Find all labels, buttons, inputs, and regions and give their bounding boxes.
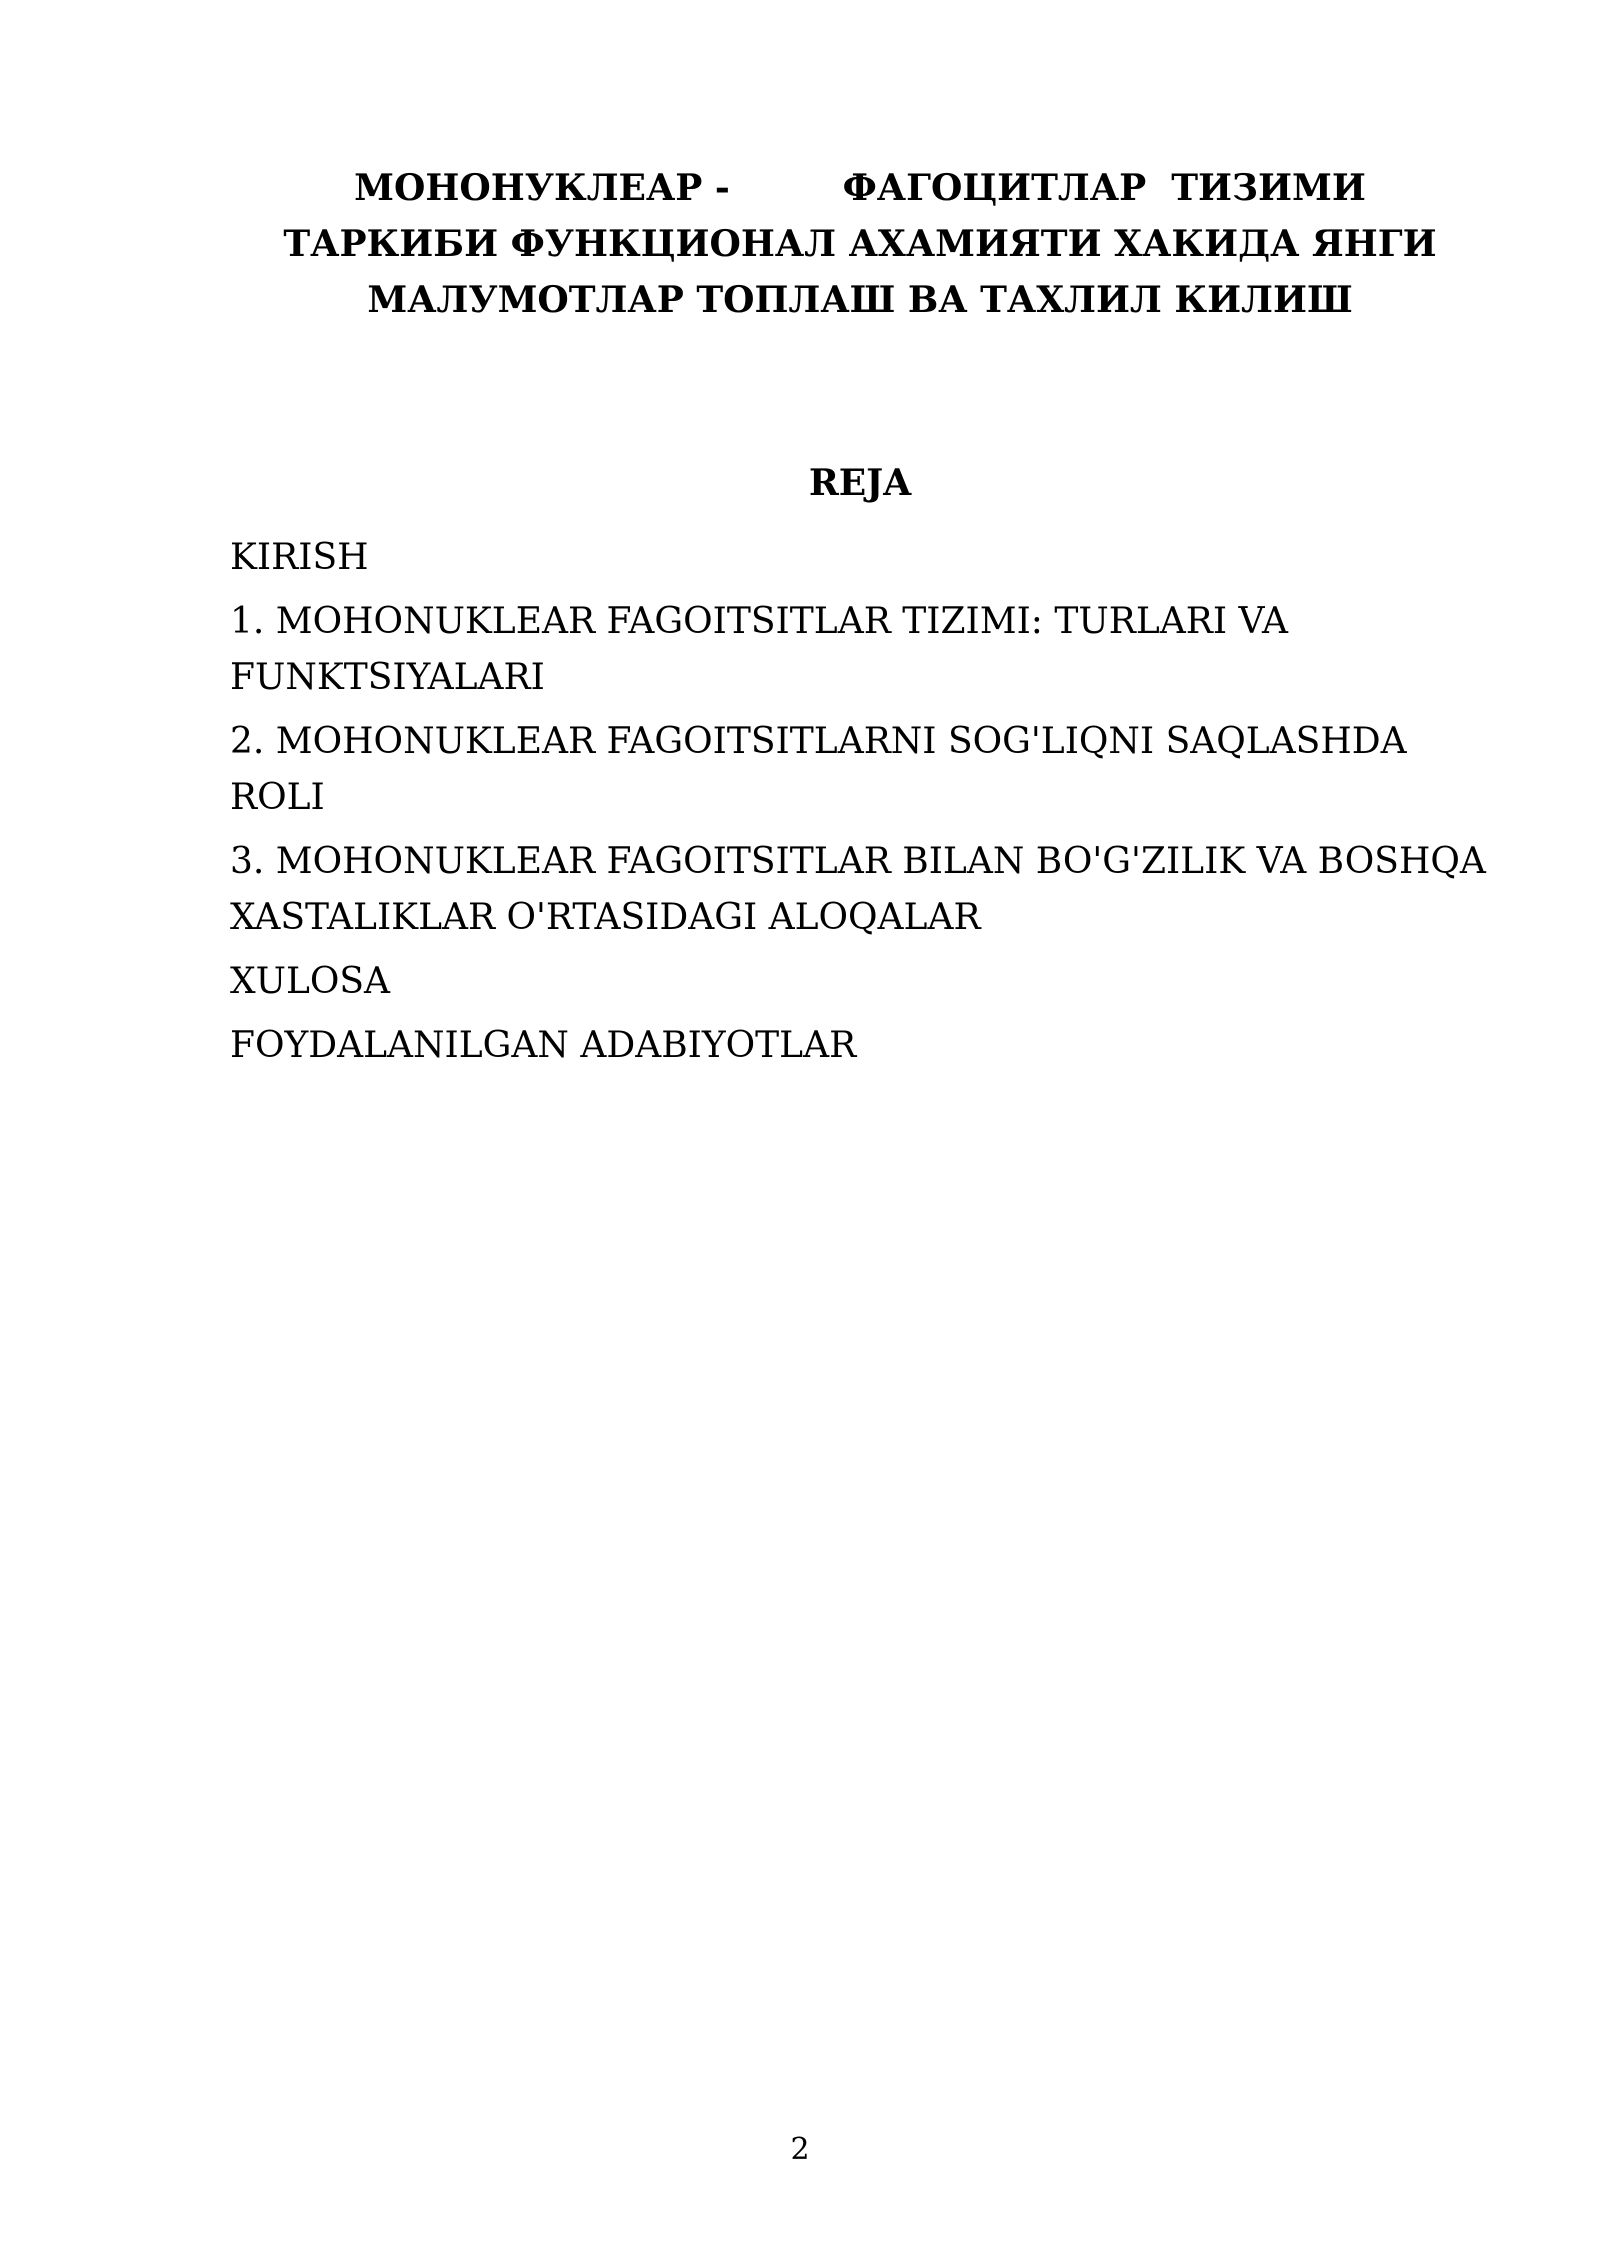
title-line-2: ТАРКИБИ ФУНКЦИОНАЛ АХАМИЯТИ ХАКИДА ЯНГИ xyxy=(283,223,1437,265)
page-number: 2 xyxy=(790,2132,810,2167)
toc-item-section-2: 2. MOHONUKLEAR FAGOITSITLARNI SOG'LIQNI SAQLASHDA ROLI xyxy=(230,721,1407,818)
title-line-3: МАЛУМОТЛАР ТОПЛАШ ВА ТАХЛИЛ КИЛИШ xyxy=(367,279,1353,321)
toc-item-section-1: 1. MOHONUKLEAR FAGOITSITLAR TIZIMI: TURLARI VA FUNKTSIYALARI xyxy=(230,601,1289,698)
table-of-contents xyxy=(230,530,1500,1082)
document-title xyxy=(230,160,1490,328)
title-line-1: МОНОНУКЛЕАР - ФАГОЦИТЛАР ТИЗИМИ xyxy=(354,167,1366,209)
toc-item-section-3: 3. MOHONUKLEAR FAGOITSITLAR BILAN BO'G'ZILIK VA BOSHQA XASTALIKLAR O'RTASIDAGI ALOQALAR xyxy=(230,841,1486,938)
toc-item-introduction: KIRISH xyxy=(230,537,369,578)
toc-item-conclusion: XULOSA xyxy=(230,961,391,1002)
plan-heading: REJA xyxy=(808,462,912,504)
toc-item-references: FOYDALANILGAN ADABIYOTLAR xyxy=(230,1025,857,1066)
